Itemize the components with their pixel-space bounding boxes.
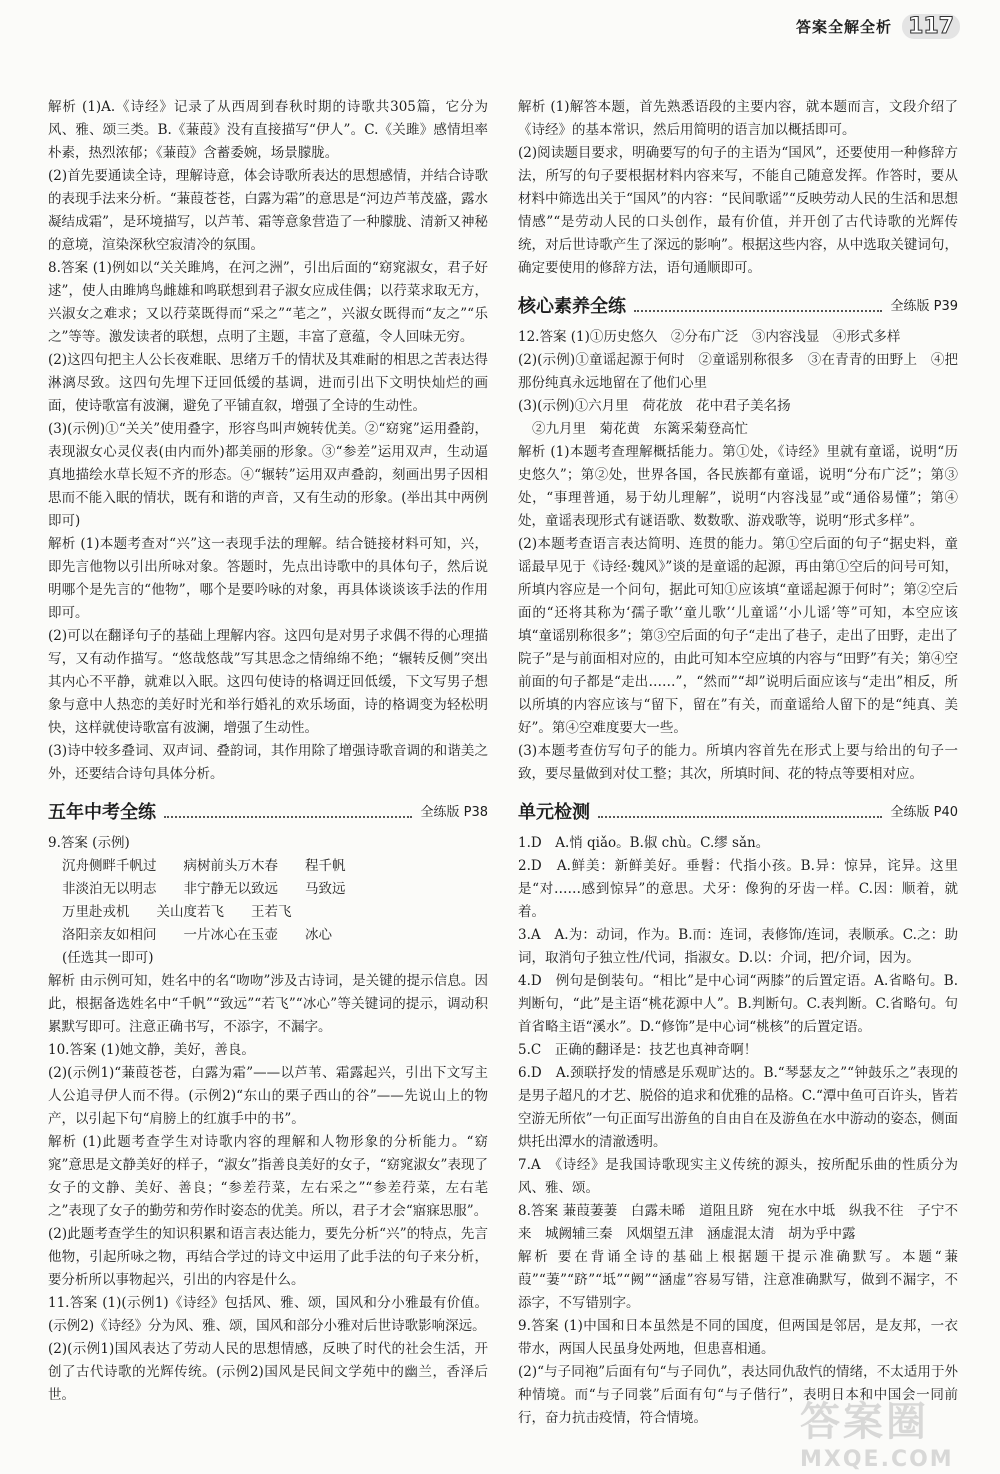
watermark-sub: MXQE.COM [800,1447,954,1472]
answer-paragraph: (2)阅读题目要求，明确要写的句子的主语为“国风”，还要使用一种修辞方法，所写的句子要根据材料内容来写，不能自己随意发挥。作答时，要从材料中筛选出关于“国风”的内容：“民间歌谣”“反映劳动人民的生活和思想情感”“是劳动人民的口头创作，最有价值，并开创了古代诗歌的光辉传统，对后世诗歌产生了深远的影响”。根据这些内容，从中选取关键词句，确定要使用的修辞方法，语句通顺即可。 [518,145,958,276]
answer-paragraph: 2.D A.鲜美：新鲜美好。垂髫：代指小孩。B.异：惊异，诧异。这里是“对……感到惊异”的意思。犬牙：像狗的牙齿一样。C.因：顺着，就着。 [518,858,958,920]
section-title: 单元检测 [518,802,590,823]
dotted-leader [634,310,882,312]
answer-paragraph: (3)(示例)①“关关”使用叠字，形容鸟叫声婉转优美。②“窈窕”运用叠韵，表现淑女心灵仪表(由内而外)都美丽的形象。③“参差”运用双声，生动逼真地描绘水草长短不齐的形态。④“辗转”运用双声叠韵，刻画出男子因相思而不能入眠的情状，既有和谐的声音，又有生动的形象。(举出其中两例即可) [48,421,488,529]
answer-paragraph: (3)(示例)①六月里 荷花放 花中君子美名扬 [518,398,791,414]
answer-paragraph: 7.A 《诗经》是我国诗歌现实主义传统的源头，按所配乐曲的性质分为风、雅、颂。 [518,1157,958,1196]
answer-paragraph: (2)这四句把主人公长夜难眠、思绪万千的情状及其难耐的相思之苦表达得淋漓尽致。这四句先埋下迂回低缓的基调，进而引出下文明快灿烂的画面，使诗歌富有波澜，避免了平铺直叙，增强了全诗的生动性。 [48,352,488,414]
header-title: 答案全解全析 [796,17,893,36]
answer-paragraph: 解析 (1)本题考查对“兴”这一表现手法的理解。结合链接材料可知，兴，即先言他物以引出所咏对象。答题时，先点出诗歌中的具体句子，然后说明哪个是先言的“他物”，哪个是要吟咏的对象，再具体谈谈该手法的作用即可。 [48,536,488,621]
answer-paragraph: 非淡泊无以明志 非宁静无以致远 马致远 [62,881,346,897]
answer-paragraph: (3)本题考查仿写句子的能力。所填内容首先在形式上要与给出的句子一致，要尽量做到对仗工整；其次，所填时间、花的特点等要相对应。 [518,743,958,782]
answer-paragraph: 8.答案 蒹葭萋萋 白露未晞 道阻且跻 宛在水中坻 纵我不往 子宁不来 城阙辅三秦 风烟望五津 涵虚混太清 胡为乎中露 [518,1203,958,1242]
answer-paragraph: (2)本题考查语言表达简明、连贯的能力。第①空后面的句子“据史料，童谣最早见于《诗经·魏风》”谈的是童谣的起源，再由第①空后的问号可知，所填内容应是一个问句，据此可知①应该填“童谣起源于何时”；第②空后面的“还将其称为‘孺子歌’‘童儿歌’‘儿童谣’‘小儿谣’等”可知，本空应该填“童谣别称很多”；第③空后面的句子“走出了巷子，走出了田野，走出了院子”是与前面相对应的，由此可知本空应填的内容与“田野”有关；第④空前面的句子都是“走出……”，“然而”“却”说明后面应该与“走出”相反，所以所填的内容应该与“留下，留在”有关，而童谣给人留下的是“纯真、美好”。第④空难度要大一些。 [518,536,958,736]
answer-paragraph: 解析 要在背诵全诗的基础上根据题干提示准确默写。本题“蒹葭”“萋”“跻”“坻”“阙”“涵虚”容易写错，注意准确默写，做到不漏字，不添字，不写错别字。 [518,1249,958,1311]
section-title: 五年中考全练 [48,802,156,823]
watermark-main: 答案圈 [800,1399,929,1445]
section-header [518,290,958,318]
section-title: 核心素养全练 [518,296,626,317]
answer-paragraph: 1.D A.悄 qiǎo。B.俶 chù。C.缪 sǎn。 [518,835,770,851]
answer-paragraph: 10.答案 (1)她文静，美好，善良。 [48,1042,255,1058]
left-column [48,96,488,1407]
answer-paragraph: 洛阳亲友如相问 一片冰心在玉壶 冰心 [62,927,332,943]
right-column [518,96,958,1430]
answer-paragraph: 万里赴戎机 关山度若飞 王若飞 [62,904,292,920]
answer-paragraph: 6.D A.颈联抒发的情感是乐观旷达的。B.“琴瑟友之”“钟鼓乐之”表现的是男子超凡的才艺、脱俗的追求和优雅的品格。C.“潭中鱼可百许头，皆若空游无所依”一句正面写出游鱼的自由自在及游鱼在水中游动的姿态，侧面烘托出潭水的清澈透明。 [518,1065,958,1150]
answer-paragraph: 12.答案 (1)①历史悠久 ②分布广泛 ③内容浅显 ④形式多样 [518,329,901,345]
answer-paragraph: 4.D 例句是倒装句。“相比”是中心词“两膝”的后置定语。A.省略句。B.判断句，“此”是主语“桃花源中人”。B.判断句。C.表判断。C.省略句。句首省略主语“溪水”。D.“修饰”是中心词“桃核”的后置定语。 [518,973,958,1035]
answer-paragraph: (2)可以在翻译句子的基础上理解内容。这四句是对男子求偶不得的心理描写，又有动作描写。“悠哉悠哉”写其思念之情绵绵不绝；“辗转反侧”突出其内心不平静，就难以入眠。这四句使诗的格调迂回低缓，下文写男子想象与意中人热恋的美好时光和举行婚礼的欢乐场面，诗的格调变为轻松明快，这样就使诗歌富有波澜，增强了生动性。 [48,628,488,736]
answer-paragraph: (3)诗中较多叠词、双声词、叠韵词，其作用除了增强诗歌音调的和谐美之外，还要结合诗句具体分析。 [48,743,488,782]
section-page-ref: 全练版 P38 [420,805,488,820]
answer-paragraph: 11.答案 (1)(示例1)《诗经》包括风、雅、颂，国风和分小雅最有价值。(示例2)《诗经》分为风、雅、颂，国风和部分小雅对后世诗歌影响深远。 [48,1295,488,1334]
answer-paragraph: 8.答案 (1)例如以“关关雎鸠，在河之洲”，引出后面的“窈窕淑女，君子好逑”，使人由雎鸠鸟雌雄和鸣联想到君子淑女应成佳偶；以荇菜求取无方，兴淑女之难求；又以荇菜既得而“采之”“芼之”，兴淑女既得而“友之”“乐之”等等。激发读者的联想，点明了主题，丰富了意蕴，令人回味无穷。 [48,260,488,345]
answer-paragraph: 9.答案 (1)中国和日本虽然是不同的国度，但两国是邻居，是友邦，一衣带水，两国人民虽身处两地，但患喜相通。 [518,1318,958,1357]
answer-paragraph: (2)此题考查学生的知识积累和语言表达能力，要先分析“兴”的特点，先言他物，引起所咏之物，再结合学过的诗文中运用了此手法的句子来分析，要分析所以事物起兴，引出的内容是什么。 [48,1226,488,1288]
answer-paragraph: (2)(示例1)“蒹葭苍苍，白露为霜”——以芦苇、霜露起兴，引出下文写主人公追寻伊人而不得。(示例2)“东山的栗子西山的谷”——先说山上的物产，以引起下句“肩膀上的红旗手中的书”。 [48,1065,488,1127]
answer-paragraph: 9.答案 (示例) [48,835,130,851]
answer-paragraph: 沉舟侧畔千帆过 病树前头万木春 程千帆 [62,858,346,874]
page-header [796,10,960,42]
answer-paragraph: 解析 由示例可知，姓名中的名“吻吻”涉及古诗词，是关键的提示信息。因此，根据备选姓名中“千帆”“致远”“若飞”“冰心”等关键词的提示，调动积累默写即可。注意正确书写，不添字，不漏字。 [48,973,488,1035]
answer-paragraph: (2)“与子同袍”后面有句“与子同仇”，表达同仇敌忾的情绪，不太适用于外种情境。而“与子同裳”后面有句“与子偕行”，表明日本和中国会一同前行，奋力抗击疫情，符合情境。 [518,1364,958,1426]
answer-paragraph: 解析 (1)A.《诗经》记录了从西周到春秋时期的诗歌共305篇，它分为风、雅、颂三类。B.《蒹葭》没有直接描写“伊人”。C.《关雎》感情坦率朴素，热烈浓郁；《蒹葭》含蓄委婉，场景朦胧。 [48,99,488,161]
page-number: 117 [902,14,960,39]
answer-paragraph: 3.A A.为：动词，作为。B.而：连词，表修饰/连词，表顺承。C.之：助词，取消句子独立性/代词，指淑女。D.以：介词，把/介词，因为。 [518,927,958,966]
answer-paragraph: 解析 (1)本题考查理解概括能力。第①处，《诗经》里就有童谣，说明“历史悠久”；第②处，世界各国，各民族都有童谣，说明“分布广泛”；第③处，“事理普通，易于幼儿理解”，说明“内容浅显”或“通俗易懂”；第④处，童谣表现形式有谜语歌、数数歌、游戏歌等，说明“形式多样”。 [518,444,958,529]
section-page-ref: 全练版 P39 [890,299,958,314]
answer-paragraph: 解析 (1)解答本题，首先熟悉语段的主要内容，就本题而言，文段介绍了《诗经》的基本常识，然后用简明的语言加以概括即可。 [518,99,958,138]
answer-paragraph: (2)首先要通读全诗，理解诗意，体会诗歌所表达的思想感情，并结合诗歌的表现手法来分析。“蒹葭苍苍，白露为霜”的意思是“河边芦苇茂盛，露水凝结成霜”，是环境描写，以芦苇、霜等意象营造了一种朦胧、清新又神秘的意境，渲染深秋空寂清冷的氛围。 [48,168,488,253]
watermark-logo [800,1390,980,1470]
answer-paragraph: (2)(示例)①童谣起源于何时 ②童谣别称很多 ③在青青的田野上 ④把那份纯真永远地留在了他们心里 [518,352,958,391]
answer-paragraph: (2)(示例1)国风表达了劳动人民的思想情感，反映了时代的社会生活，开创了古代诗歌的光辉传统。(示例2)国风是民间文学苑中的幽兰，香泽后世。 [48,1341,488,1403]
dotted-leader [164,816,412,818]
answer-paragraph: 5.C 正确的翻译是：技艺也真神奇啊！ [518,1042,758,1058]
dotted-leader [598,816,882,818]
answer-paragraph: (任选其一即可) [62,950,154,966]
answer-paragraph: 解析 (1)此题考查学生对诗歌内容的理解和人物形象的分析能力。“窈窕”意思是文静美好的样子，“淑女”指善良美好的女子，“窈窕淑女”表现了女子的文静、美好、善良；“参差荇菜，左右采之”“参差荇菜，左右芼之”表现了女子的勤劳和劳作时姿态的优美。所以，君子才会“寤寐思服”。 [48,1134,488,1219]
answer-paragraph: ②九月里 菊花黄 东篱采菊登高忙 [532,421,748,437]
section-header [518,796,958,824]
section-page-ref: 全练版 P40 [890,805,958,820]
section-header [48,796,488,824]
